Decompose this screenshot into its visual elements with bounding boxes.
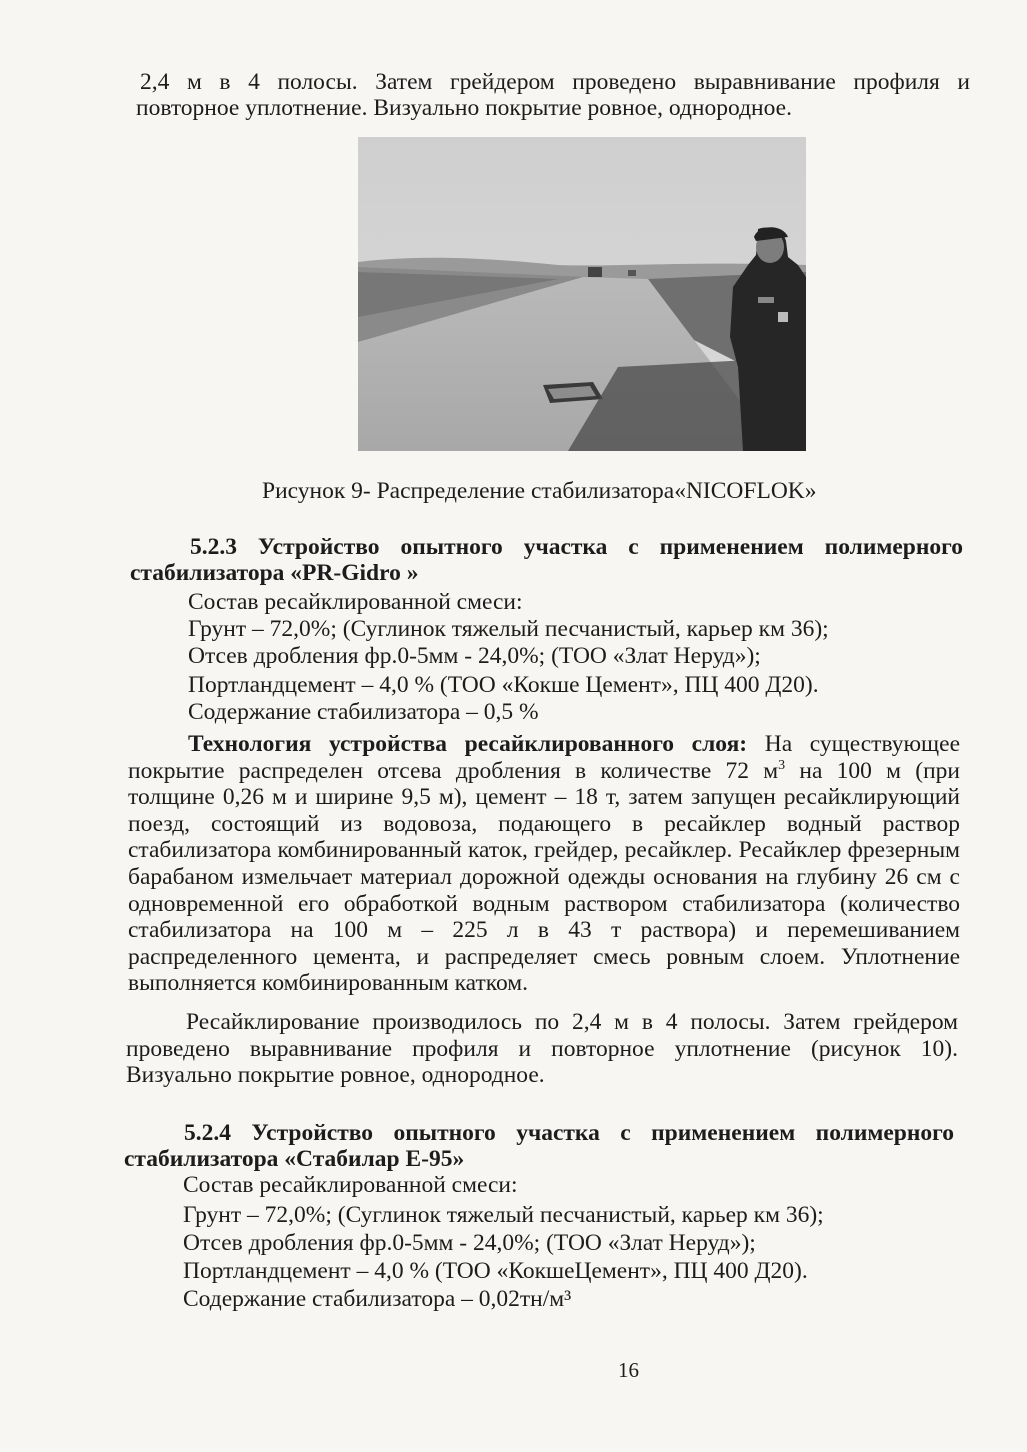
figure-photo-road-stabilizer [358,137,806,451]
top-paragraph-line-1: 2,4 м в 4 полосы. Затем грейдером проведено выравнивание профиля и [140,69,970,95]
section-524-item-1: Грунт – 72,0%; (Суглинок тяжелый песчанистый, карьер км 36); [183,1202,824,1228]
section-523-heading-line-2: стабилизатора «PR-Gidro » [130,560,419,586]
section-524-composition-title: Состав ресайклированной смеси: [183,1172,518,1198]
section-523-item-1: Грунт – 72,0%; (Суглинок тяжелый песчанистый, карьер км 36); [188,616,829,642]
figure-caption: Рисунок 9- Распределение стабилизатора«NICOFLOK» [262,478,817,504]
technology-title: Технология устройства ресайклированного слоя: [188,731,748,757]
section-524-item-3: Портландцемент – 4,0 % (ТОО «КокшеЦемент», ПЦ 400 Д20). [183,1258,808,1284]
cubic-superscript: 3 [778,757,786,773]
section-523-technology-paragraph [128,731,960,997]
section-523-item-3: Портландцемент – 4,0 % (ТОО «Кокше Цемент», ПЦ 400 Д20). [188,672,819,698]
page-number: 16 [618,1358,639,1382]
section-523-heading-line-1: 5.2.3 Устройство опытного участка с применением полимерного [190,534,963,560]
technology-text-part-b: на 100 м (при толщине 0,26 м и ширине 9,5 м), цемент – 18 т, затем запущен ресайклирующий поезд, состоящий из водовоза, подающего в ресайклер водный раствор стабилизатора комбинированный каток, грейдер, ресайклер. Ресайклер фрезерным барабаном измельчает материал дорожной одежды основания на глубину 26 см с одновременной его обработкой водным раствором стабилизатора (количество стабилизатора на 100 м – 225 л в 43 т раствора) и перемешиванием распределенного цемента, и распределяет смесь ровным слоем. Уплотнение выполняется комбинированным катком. [128,757,961,997]
section-523-recycling-paragraph: Ресайклирование производилось по 2,4 м в 4 полосы. Затем грейдером проведено выравнивание профиля и повторное уплотнение (рисунок 10). Визуально покрытие ровное, однородное. [126,1009,958,1089]
section-523-item-2: Отсев дробления фр.0-5мм - 24,0%; (ТОО «Злат Неруд»); [188,643,761,669]
section-524-heading-line-2: стабилизатора «Стабилар Е-95» [124,1146,465,1172]
section-523-item-4: Содержание стабилизатора – 0,5 % [188,699,539,725]
section-524-item-4: Содержание стабилизатора – 0,02тн/м³ [183,1286,572,1312]
section-524-heading-line-1: 5.2.4 Устройство опытного участка с применением полимерного [184,1120,954,1146]
section-524-heading [124,1120,954,1172]
section-523-heading [130,534,963,586]
top-paragraph-line-2: повторное уплотнение. Визуально покрытие ровное, однородное. [136,95,792,121]
section-524-item-2: Отсев дробления фр.0-5мм - 24,0%; (ТОО «Злат Неруд»); [183,1230,756,1256]
section-523-composition-title: Состав ресайклированной смеси: [188,589,523,615]
technology-text-part-a: На существующее покрытие распределен отсева дробления в количестве 72 м [128,731,961,784]
